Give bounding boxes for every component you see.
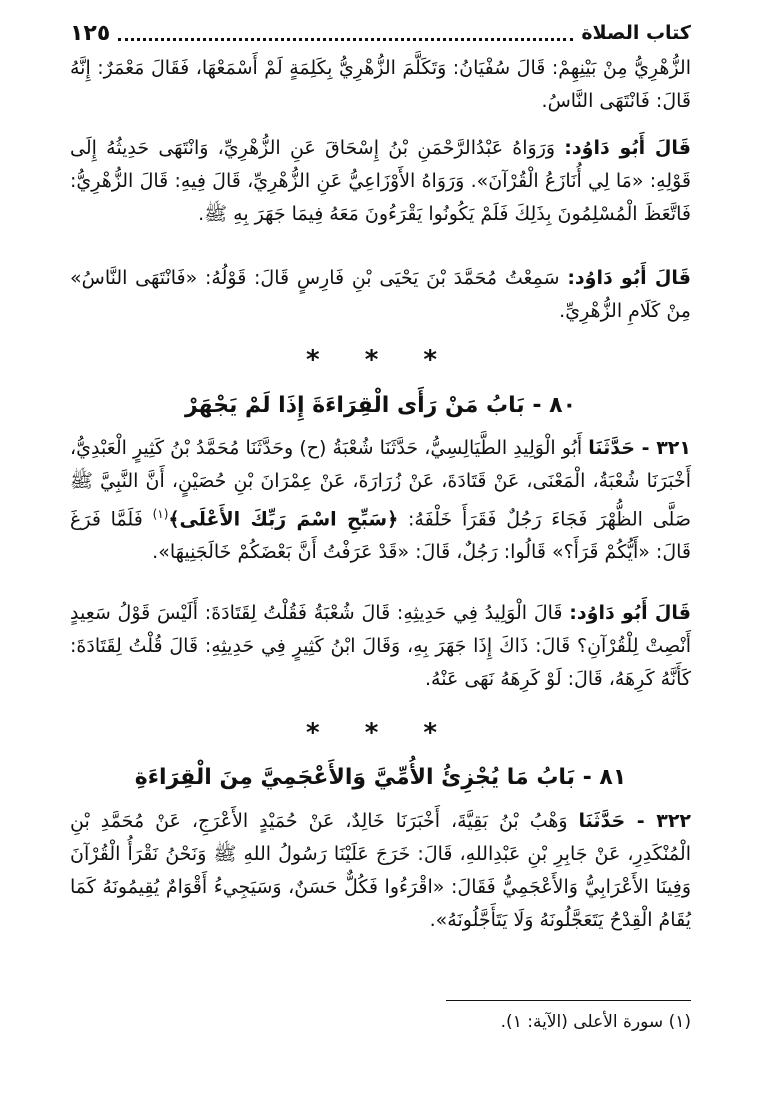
book-title: كتاب الصلاة [581, 22, 691, 44]
chapter-heading-80: ٨٠ - بَابُ مَنْ رَأَى الْقِرَاءَةَ إِذَا لَمْ يَجْهَرْ [185, 393, 576, 418]
footnote-divider [446, 1000, 691, 1001]
paragraph-abu-dawud-3 [70, 597, 691, 696]
section-separator: * * * [306, 718, 455, 748]
hadith-text-rest: فَلَمَّا فَرَغَ قَالَ: «أَيُّكُمْ قَرَأَ؟» قَالُوا: رَجُلٌ، قَالَ: «قَدْ عَرَفْتُ أَنَّ بَعْضَكُمْ خَالَجَنِيهَا». [70, 508, 691, 564]
paragraph-abu-dawud-1 [70, 132, 691, 231]
paragraph-lead: قَالَ أَبُو دَاوُد: [569, 602, 691, 624]
section-separator: * * * [306, 345, 455, 375]
page-header [70, 16, 691, 50]
hadith-number: ٣٢١ - حَدَّثَنَا [588, 437, 691, 459]
page-number: ١٢٥ [70, 20, 111, 46]
paragraph-text: الزُّهْرِيُّ مِنْ بَيْنِهِمْ: قَالَ سُفْيَانُ: وَتَكَلَّمَ الزُّهْرِيُّ بِكَلِمَةٍ لَمْ أَسْمَعْهَا، فَقَالَ مَعْمَرٌ: إِنَّهُ قَالَ: فَانْتَهَى النَّاسُ. [70, 57, 691, 112]
hadith-number: ٣٢٢ - حَدَّثَنَا [578, 810, 692, 832]
footnote-marker: (١) [152, 507, 169, 521]
footnote: (١) سورة الأعلى (الآية: ١). [500, 1012, 691, 1032]
paragraph-continuation [70, 52, 691, 118]
hadith-322 [70, 805, 691, 937]
header-dot-leader [118, 26, 573, 41]
paragraph-lead: قَالَ أَبُو دَاوُد: [567, 267, 691, 289]
paragraph-lead: قَالَ أَبُو دَاوُد: [564, 137, 691, 159]
hadith-321 [70, 432, 691, 569]
hadith-text: وَهْبُ بْنُ بَقِيَّةَ، أَخْبَرَنَا خَالِدٌ، عَنْ حُمَيْدٍ الأَعْرَجِ، عَنْ مُحَمَّدِ بْنِ الْمُنْكَدِرِ، عَنْ جَابِرِ بْنِ عَبْدِاللهِ، قَالَ: خَرَجَ عَلَيْنَا رَسُولُ اللهِ ﷺ وَنَحْنُ نَقْرَأُ الْقُرْآنَ وَفِينَا الأَعْرَابِيُّ وَالأَعْجَمِيُّ فَقَالَ: «اقْرَءُوا فَكُلٌّ حَسَنٌ، وَسَيَجِيءُ أَقْوَامٌ يُقِيمُونَهُ كَمَا يُقَامُ الْقِدْحُ يَتَعَجَّلُونَهُ وَلَا يَتَأَجَّلُونَهُ». [70, 810, 691, 931]
paragraph-text: قَالَ الْوَلِيدُ فِي حَدِيثِهِ: قَالَ شُعْبَةُ فَقُلْتُ لِقَتَادَةَ: أَلَيْسَ قَوْلُ سَعِيدٍ أَنْصِتْ لِلْقُرْآنِ؟ قَالَ: ذَاكَ إِذَا جَهَرَ بِهِ، وَقَالَ ابْنُ كَثِيرٍ فِي حَدِيثِهِ: قَالَ قُلْتُ لِقَتَادَةَ: كَأَنَّهُ كَرِهَهُ، قَالَ: لَوْ كَرِهَهُ نَهَى عَنْهُ. [70, 602, 691, 690]
hadith-text: أَبُو الْوَلِيدِ الطَّيَالِسِيُّ، حَدَّثَنَا شُعْبَةُ (ح) وحَدَّثَنَا مُحَمَّدُ بْنُ كَثِيرٍ الْعَبْدِيُّ، أَخْبَرَنَا شُعْبَةُ، الْمَعْنَى، عَنْ قَتَادَةَ، عَنْ زُرَارَةَ، عَنْ عِمْرَانَ بْنِ حُصَيْنٍ، أَنَّ النَّبِيَّ ﷺ صَلَّى الظُّهْرَ فَجَاءَ رَجُلٌ فَقَرَأَ خَلْفَهُ: [70, 437, 691, 531]
paragraph-text: سَمِعْتُ مُحَمَّدَ بْنَ يَحْيَى بْنِ فَارِسٍ قَالَ: قَوْلُهُ: «فَانْتَهَى النَّاسُ» مِنْ كَلَامِ الزُّهْرِيِّ. [70, 267, 691, 322]
chapter-heading-81: ٨١ - بَابُ مَا يُجْزِئُ الأُمِّيَّ وَالأَعْجَمِيَّ مِنَ الْقِرَاءَةِ [134, 765, 627, 790]
quran-verse: ﴿سَبِّحِ اسْمَ رَبِّكَ الأَعْلَى﴾ [168, 508, 399, 531]
paragraph-abu-dawud-2 [70, 262, 691, 328]
paragraph-text: وَرَوَاهُ عَبْدُالرَّحْمَنِ بْنُ إِسْحَاقَ عَنِ الزُّهْرِيِّ، وَانْتَهَى حَدِيثُهُ إِلَى قَوْلِهِ: «مَا لِي أُنَازَعُ الْقُرْآنَ». وَرَوَاهُ الأَوْزَاعِيُّ عَنِ الزُّهْرِيِّ، قَالَ فِيهِ: قَالَ الزُّهْرِيُّ: فَاتَّعَظَ الْمُسْلِمُونَ بِذَلِكَ فَلَمْ يَكُونُوا يَقْرَءُونَ مَعَهُ فِيمَا جَهَرَ بِهِ ﷺ. [70, 137, 691, 225]
